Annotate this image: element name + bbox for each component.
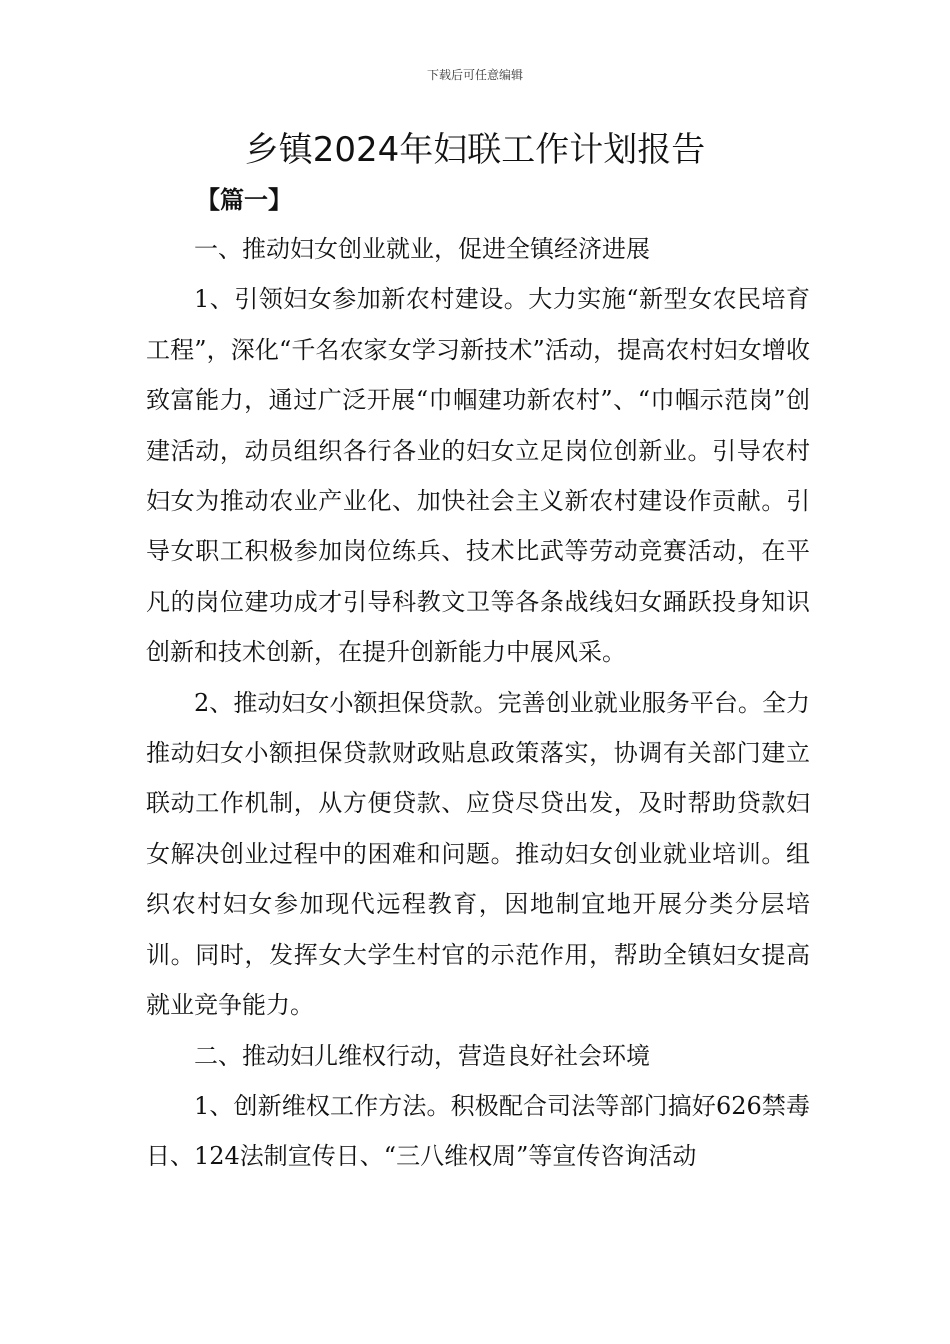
paragraph-2: 2、推动妇女小额担保贷款。完善创业就业服务平台。全力推动妇女小额担保贷款财政贴息政策落实，协调有关部门建立联动工作机制，从方便贷款、应贷尽贷出发，及时帮助贷款妇女解决创业过程中的困难和问题。推动妇女创业就业培训。组织农村妇女参加现代远程教育，因地制宜地开展分类分层培训。同时，发挥女大学生村官的示范作用，帮助全镇妇女提高就业竞争能力。 (146, 688, 810, 1020)
section-heading-1: 一、推动妇女创业就业，促进全镇经济进展 (194, 235, 650, 263)
section-label: 【篇一】 (196, 186, 292, 214)
paragraph-3: 1、创新维权工作方法。积极配合司法等部门搞好626禁毒日、124法制宣传日、“三八维权周”等宣传咨询活动 (146, 1091, 810, 1171)
paragraph-1: 1、引领妇女参加新农村建设。大力实施“新型女农民培育工程”，深化“千名农家女学习新技术”活动，提高农村妇女增收致富能力，通过广泛开展“巾帼建功新农村”、“巾帼示范岗”创建活动，动员组织各行各业的妇女立足岗位创新业。引导农村妇女为推动农业产业化、加快社会主义新农村建设作贡献。引导女职工积极参加岗位练兵、技术比武等劳动竞赛活动，在平凡的岗位建功成才引导科教文卫等各条战线妇女踊跃投身知识创新和技术创新，在提升创新能力中展风采。 (146, 285, 810, 667)
document-body (146, 224, 810, 1182)
header-note: 下载后可任意编辑 (426, 68, 523, 82)
document-title: 乡镇2024年妇联工作计划报告 (244, 130, 706, 170)
section-heading-2: 二、推动妇儿维权行动，营造良好社会环境 (194, 1041, 650, 1070)
